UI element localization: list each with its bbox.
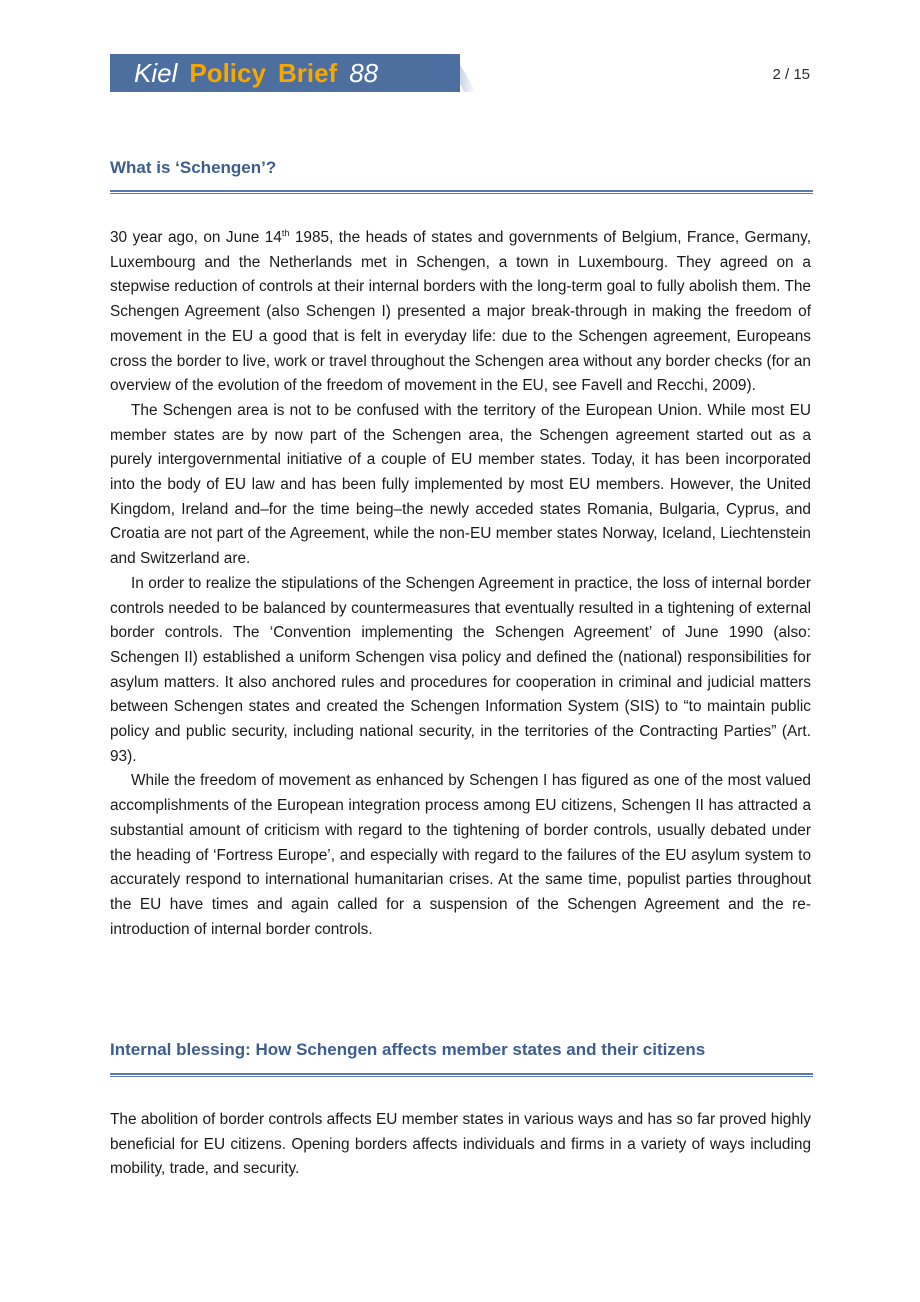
brand-word-kiel: Kiel bbox=[134, 58, 178, 88]
paragraph bbox=[110, 226, 811, 399]
paragraph-text: 1985, the heads of states and governments of Belgium, France, Germany, Luxembourg and the Netherlands met in Schengen, a town in Luxembourg. They agreed on a stepwise reduction of controls at their internal borders with the long-term goal to fully abolish them. The Schengen Agreement (also Schengen I) presented a major break-through in making the freedom of movement in the EU a good that is felt in everyday life: due to the Schengen agreement, Europeans cross the border to live, work or travel throughout the Schengen area without any border checks (for an overview of the evolution of the freedom of movement in the EU, see Favell and Recchi, 2009). bbox=[110, 229, 811, 395]
section-divider bbox=[110, 1073, 813, 1077]
brand-word-brief: Brief bbox=[277, 58, 338, 88]
paragraph: The abolition of border controls affects EU member states in various ways and has so far proved highly beneficial for EU citizens. Opening borders affects individuals and firms in a variety of ways including mobility, trade, and security. bbox=[110, 1111, 811, 1178]
brand-issue-number: 88 bbox=[349, 58, 379, 88]
page-number: 2 / 15 bbox=[772, 66, 810, 83]
section-body-internal-blessing bbox=[110, 1108, 811, 1182]
paragraph-text: 30 year ago, on June 14 bbox=[110, 229, 282, 246]
paragraph: In order to realize the stipulations of the Schengen Agreement in practice, the loss of internal border controls needed to be balanced by countermeasures that eventually resulted in a tightening of external border controls. The ‘Convention implementing the Schengen Agreement’ of June 1990 (also: Schengen II) established a uniform Schengen visa policy and defined the (national) responsibilities for asylum matters. It also anchored rules and procedures for cooperation in criminal and judicial matters between Schengen states and created the Schengen Information System (SIS) to “to maintain public policy and public security, including national security, in the territories of the Contracting Parties” (Art. 93). bbox=[110, 574, 811, 765]
section-title-schengen: What is ‘Schengen’? bbox=[110, 158, 277, 177]
section-title-internal-blessing: Internal blessing: How Schengen affects member states and their citizens bbox=[110, 1040, 706, 1059]
section-body-schengen bbox=[110, 226, 811, 942]
paragraph: The Schengen area is not to be confused with the territory of the European Union. While most EU member states are by now part of the Schengen area, the Schengen agreement started out as a purely intergovernmental initiative of a couple of EU member states. Today, it has been incorporated into the body of EU law and has been fully implemented by most EU members. However, the United Kingdom, Ireland and–for the time being–the newly acceded states Romania, Bulgaria, Cyprus, and Croatia are not part of the Agreement, while the non-EU member states Norway, Iceland, Liechtenstein and Switzerland are. bbox=[110, 401, 811, 568]
brand-word-policy: Policy bbox=[189, 58, 266, 88]
paragraph: While the freedom of movement as enhanced by Schengen I has figured as one of the most valued accomplishments of the European integration process among EU citizens, Schengen II has attracted a substantial amount of criticism with regard to the tightening of border controls, usually debated under the heading of ‘Fortress Europe’, and especially with regard to the failures of the EU asylum system to accurately respond to international humanitarian crises. At the same time, populist parties throughout the EU have times and again called for a suspension of the Schengen Agreement and the re-introduction of internal border controls. bbox=[110, 772, 811, 938]
section-divider bbox=[110, 190, 813, 194]
superscript: th bbox=[281, 228, 290, 238]
brand-logo bbox=[134, 56, 378, 90]
